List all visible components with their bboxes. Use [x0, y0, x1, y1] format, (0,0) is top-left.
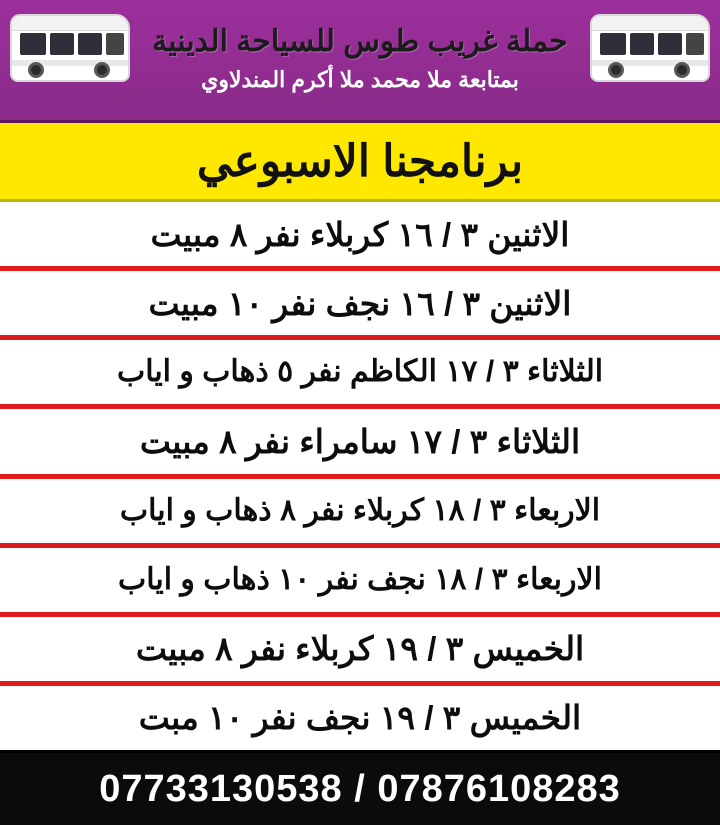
schedule-row-text: الاربعاء ٣ / ١٨ كربلاء نفر ٨ ذهاب و اياب: [119, 493, 601, 527]
schedule-row-text: الاثنين ٣ / ١٦ كربلاء نفر ٨ مبيت: [150, 215, 570, 253]
header-text-block: [22, 25, 698, 94]
banner-title: برنامجنا الاسبوعي: [196, 136, 524, 186]
schedule-row: [0, 202, 720, 271]
schedule-row-text: الثلاثاء ٣ / ١٧ الكاظم نفر ٥ ذهاب و اياب: [116, 355, 604, 389]
schedule-row: [0, 686, 720, 750]
schedule-row: [0, 617, 720, 686]
schedule-row: [0, 548, 720, 617]
campaign-supervisor: بمتابعة ملا محمد ملا أكرم المندلاوي: [201, 66, 519, 92]
schedule-row-text: الخميس ٣ / ١٩ كربلاء نفر ٨ مبيت: [135, 630, 585, 668]
schedule-row-text: الاربعاء ٣ / ١٨ نجف نفر ١٠ ذهاب و اياب: [118, 562, 602, 596]
schedule-row: [0, 271, 720, 340]
schedule-row: [0, 340, 720, 409]
schedule-row: [0, 479, 720, 548]
poster-footer: [0, 750, 720, 825]
schedule-row-text: الاثنين ٣ / ١٦ نجف نفر ١٠ مبيت: [148, 284, 572, 322]
weekly-program-banner: [0, 123, 720, 202]
schedule-row-text: الثلاثاء ٣ / ١٧ سامراء نفر ٨ مبيت: [139, 422, 581, 460]
contact-phone-numbers: 07733130538 / 07876108283: [99, 767, 621, 810]
schedule-row: [0, 409, 720, 478]
poster-header: [0, 0, 720, 123]
campaign-title: حملة غريب طوس للسياحة الدينية: [152, 25, 568, 59]
schedule-row-text: الخميس ٣ / ١٩ نجف نفر ١٠ مبت: [138, 699, 582, 737]
schedule-list: [0, 202, 720, 750]
